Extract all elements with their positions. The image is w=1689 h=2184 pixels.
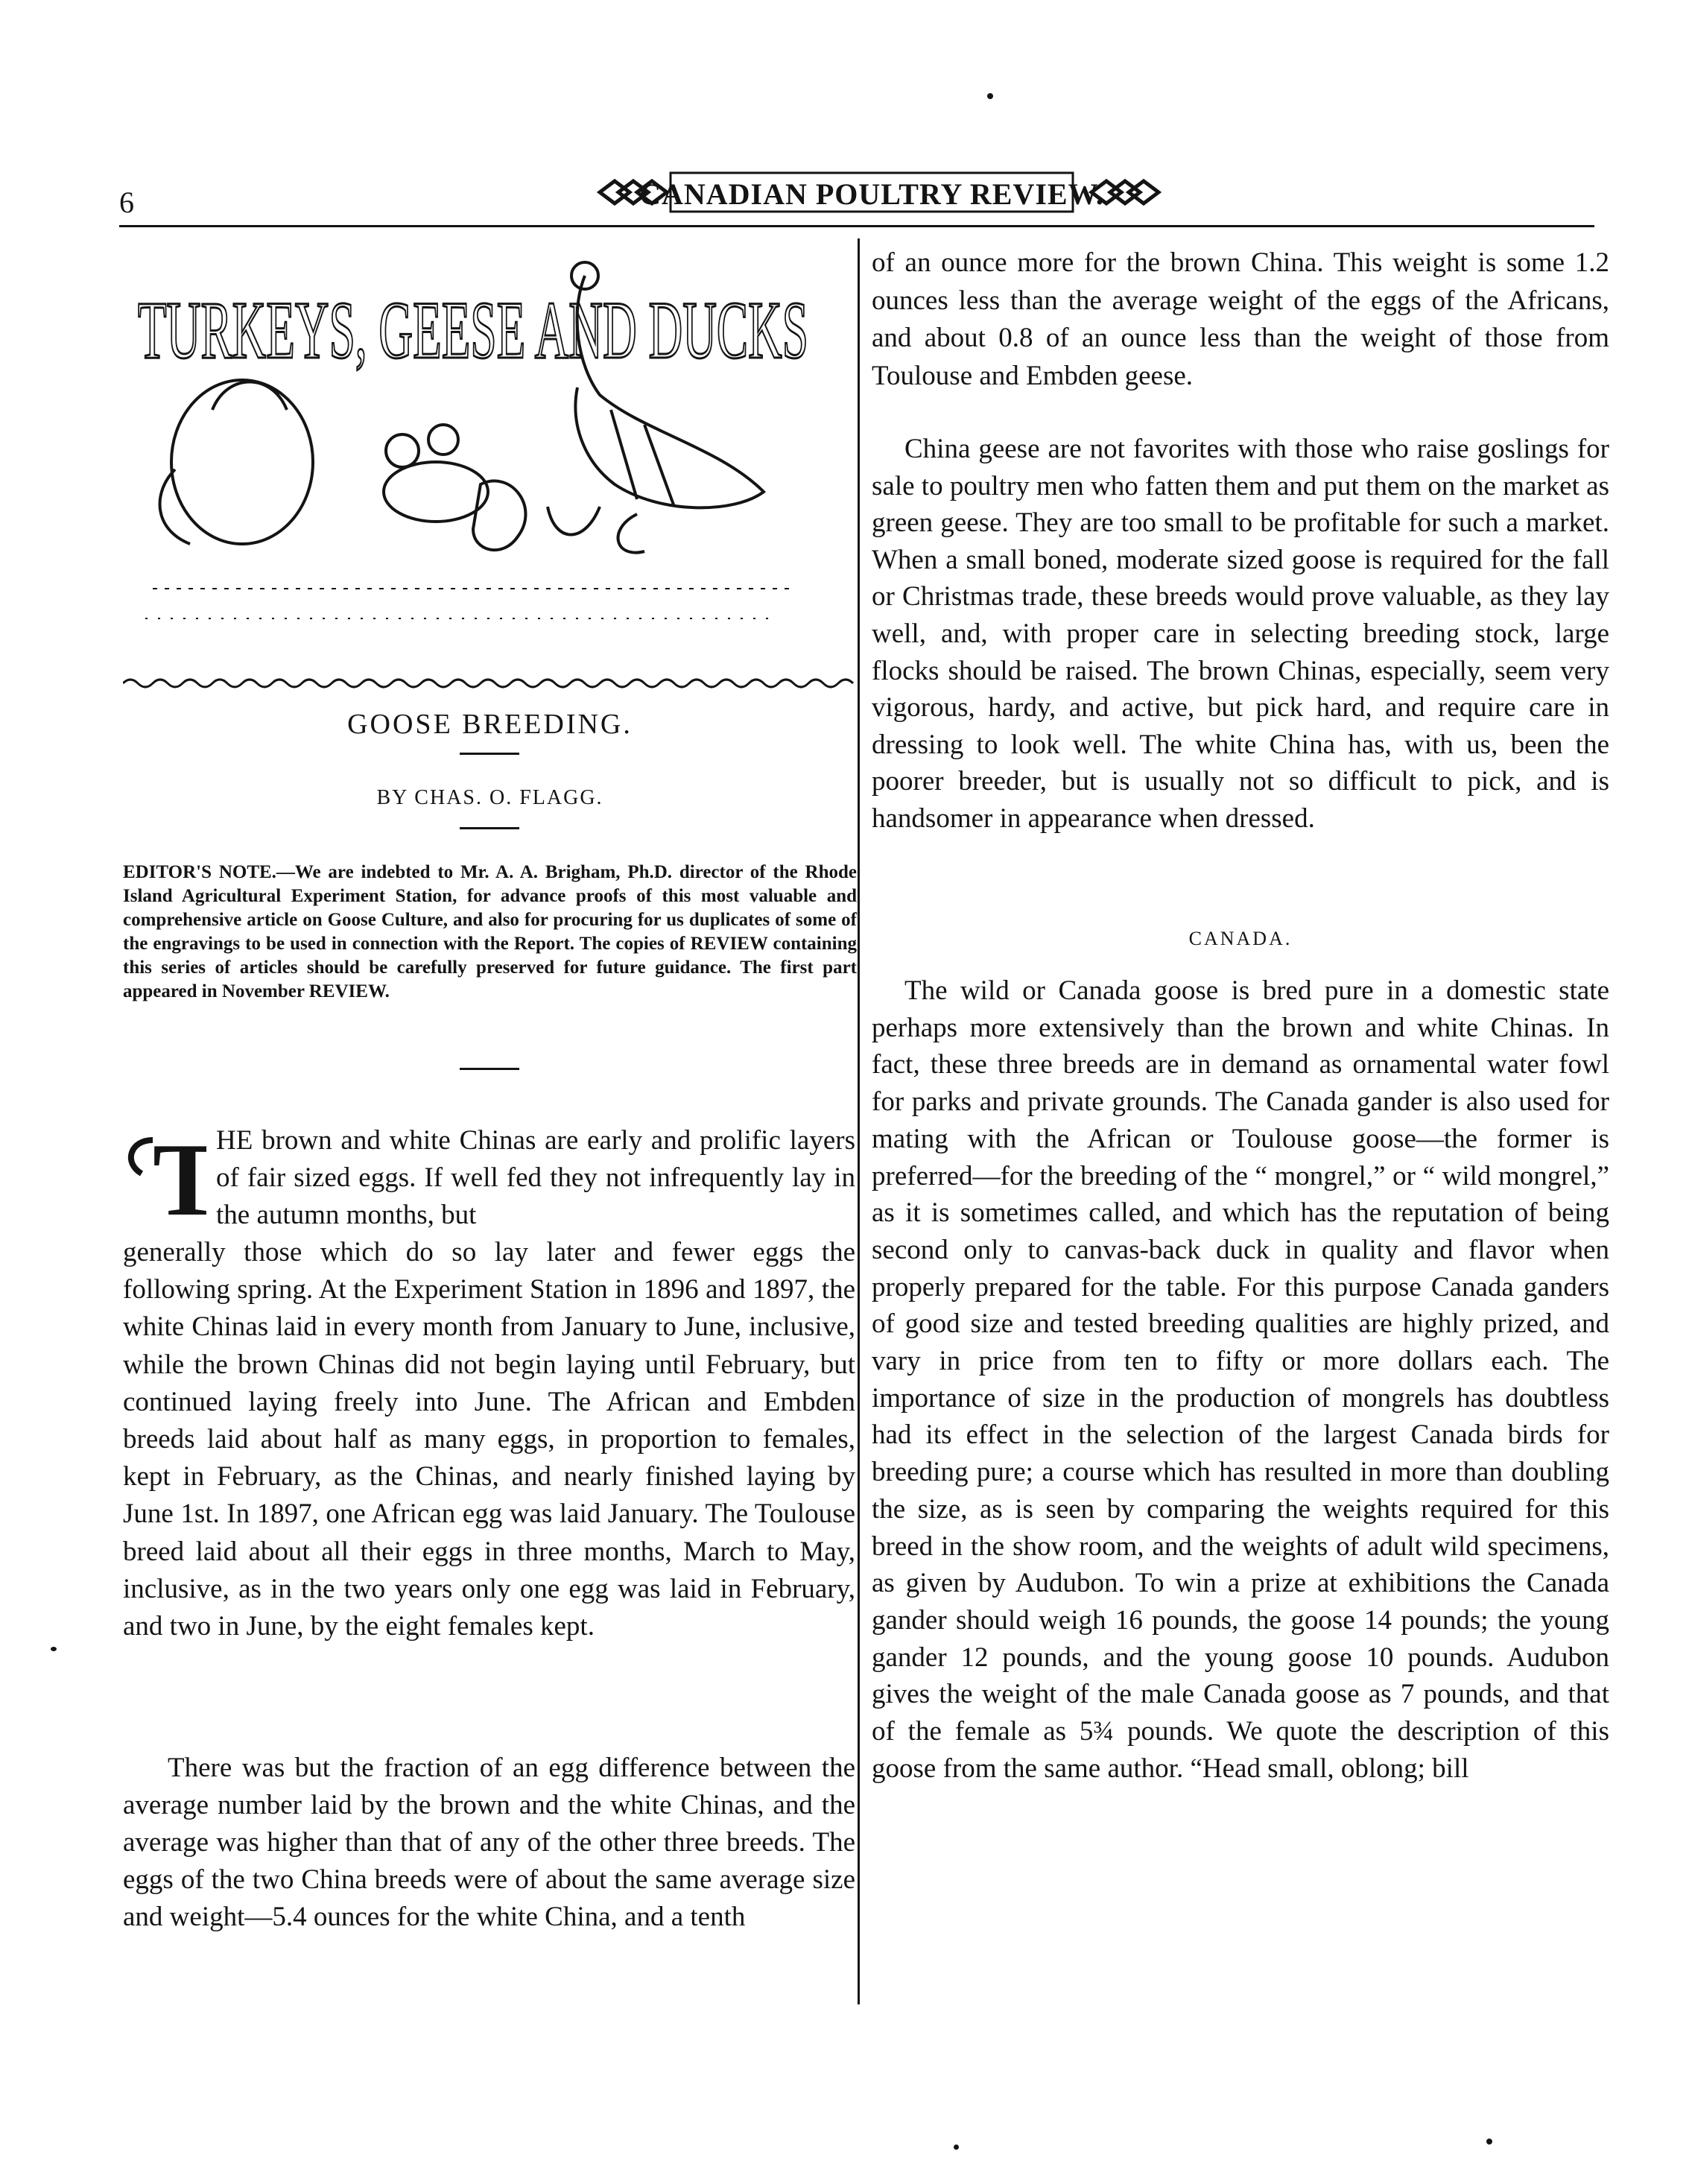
scan-speck	[51, 1647, 57, 1651]
duck-drawing	[384, 462, 488, 522]
scan-speck	[987, 93, 993, 99]
drop-cap-letter	[123, 1118, 206, 1229]
masthead	[596, 162, 1162, 222]
masthead-banner	[596, 162, 1162, 222]
editors-note: EDITOR'S NOTE.—We are indebted to Mr. A. A. Brigham, Ph.D. director of the Rhode Island Agricultural Experiment Station, for advance proofs of this most valuable and comprehensive article on Goose Culture, and also for procuring for us duplicates of some of the engravings to be used in connection with the Report. The copies of REVIEW containing this series of articles should be carefully preserved for future guidance. The first part appeared in November REVIEW.	[123, 862, 857, 1001]
wavy-rule	[123, 674, 857, 692]
turkeys-geese-ducks-illustration	[123, 246, 831, 663]
drop-cap	[123, 1118, 206, 1229]
scan-speck	[1486, 2139, 1492, 2145]
byline: BY CHAS. O. FLAGG.	[376, 786, 603, 809]
page-number: 6	[119, 186, 134, 219]
illustration-engraving	[123, 246, 831, 663]
article-title: GOOSE BREEDING.	[347, 709, 633, 740]
column-divider	[858, 238, 860, 2004]
note-rule	[460, 1068, 519, 1070]
illustration-heading: TURKEYS, GEESE AND DUCKS	[138, 285, 808, 376]
svg-text:T: T	[153, 1122, 206, 1229]
masthead-title: CANADIAN POULTRY REVIEW.	[639, 177, 1104, 211]
byline-rule	[460, 827, 519, 829]
paragraph-1-opening: HE brown and white Chinas are early and prolific layers of fair sized eggs. If well fed they not infrequently lay in the autumn months, but	[216, 1125, 855, 1230]
paragraph-5: The wild or Canada goose is bred pure in a domestic state perhaps more extensively than the brown and white Chinas. In fact, these three breeds are in demand as ornamental water fowl for parks and private grounds. The Canada gander is also used for mating with the African or Toulouse goose—the former is preferred—for the breeding of the “ mongrel,” or “ wild mongrel,” as it is sometimes called, and which has the reputation of being second only to canvas-back duck in quality and flavor when properly prepared for the table. For this purpose Canada ganders of good size and tested breeding qualities are highly prized, and vary in price from ten to fifty or more dollars each. The importance of size in the production of mongrels has doubtless had its effect in the selection of the largest Canada birds for breeding pure; a course which has resulted in more than doubling the size, as is seen by comparing the weights required for this breed in the show room, and the weights of adult wild specimens, as given by Audubon. To win a prize at exhibitions the Canada gander should weigh 16 pounds, the goose 14 pounds; the young gander 12 pounds, and the young goose 10 pounds. Audubon gives the weight of the male Canada goose as 7 pounds, and that of the female as 5¾ pounds. We quote the description of this goose from the same author. “Head small, oblong; bill	[872, 975, 1609, 1784]
turkey-drawing	[171, 380, 313, 544]
paragraph-2: There was but the fraction of an egg difference between the average number laid by the brown and the white Chinas, and the average was higher than that of any of the other three breeds. The eggs of the two China breeds were of about the same average size and weight—5.4 ounces for the white China, and a tenth	[123, 1753, 855, 1932]
paragraph-1-continued: generally those which do so lay later and fewer eggs the following spring. At the Experiment Station in 1896 and 1897, the white Chinas laid in every month from January to June, inclusive, while the brown Chinas did not begin laying until February, but continued laying freely into June. The African and Embden breeds laid about half as many eggs, in proportion to females, kept in February, as the Chinas, and nearly finished laying by June 1st. In 1897, one African egg was laid January. The Toulouse breed laid about all their eggs in three months, March to May, inclusive, as in the two years only one egg was laid in February, and two in June, by the eight females kept.	[123, 1237, 855, 1642]
paragraph-3: of an ounce more for the brown China. This weight is some 1.2 ounces less than the average weight of the eggs of the Africans, and about 0.8 of an ounce less than the weight of those from Toulouse and Embden geese.	[872, 247, 1609, 391]
paragraph-4: China geese are not favorites with those who raise goslings for sale to poultry men who fatten them and put them on the market as green geese. They are too small to be profitable for such a market. When a small boned, moderate sized goose is required for the fall or Christmas trade, these breeds would prove valuable, as they lay well, and, with proper care in selecting breeding stock, large flocks should be raised. The brown Chinas, especially, seem very vigorous, hardy, and active, but pick hard, and require care in dressing to look well. The white China has, with us, been the poorer breeder, but is usually not so difficult to pick, and is handsomer in appearance when dressed.	[872, 434, 1609, 834]
header-rule	[119, 225, 1594, 227]
title-rule	[460, 753, 519, 755]
wavy-rule-line	[123, 674, 857, 692]
scan-speck	[954, 2145, 959, 2150]
section-heading-canada: CANADA.	[1188, 928, 1293, 949]
